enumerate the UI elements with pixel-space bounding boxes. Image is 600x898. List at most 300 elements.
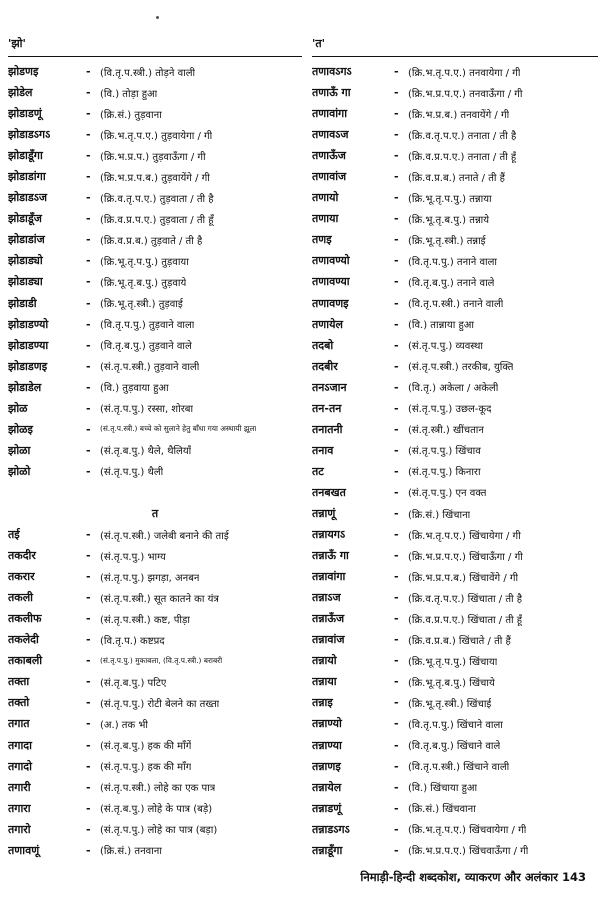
- dictionary-entry: [312, 145, 598, 166]
- entry-headword: तन्नाइ: [312, 696, 333, 710]
- entry-headword: तणावणूं: [8, 843, 40, 857]
- entry-headword: तन-तन: [312, 401, 342, 415]
- entry-dash: -: [394, 717, 399, 731]
- entry-dash: -: [394, 338, 399, 352]
- entry-dash: -: [86, 191, 91, 205]
- entry-headword: तकलीफ: [8, 612, 42, 626]
- entry-definition: (क्रि.भ.प्र.प.ए.) खिंचाऊँगा / गी: [408, 551, 523, 563]
- entry-definition: (अ.) तक भी: [100, 719, 148, 731]
- entry-definition: (वि.तृ.ब.पु.) तनाने वाले: [408, 277, 495, 289]
- entry-headword: तन्नाडऽगऽ: [312, 822, 350, 836]
- entry-definition: (वि.तृ.) अकेला / अकेली: [408, 383, 499, 395]
- entry-headword: झोळ: [8, 401, 28, 415]
- dictionary-entry: [8, 650, 302, 671]
- entry-dash: -: [394, 380, 399, 394]
- dictionary-entry: [8, 692, 302, 713]
- entry-list-t: [8, 524, 302, 861]
- entry-headword: तणावणइ: [312, 296, 349, 310]
- entry-dash: -: [86, 254, 91, 268]
- entry-definition: (क्रि.भ.प्र.प.ब.) खिंचावेंगे / गी: [408, 572, 519, 584]
- entry-dash: -: [86, 170, 91, 184]
- entry-definition: (क्रि.भ.तृ.प.ए.) तुड़वायेगा / गी: [100, 130, 213, 142]
- dictionary-entry: [312, 840, 598, 861]
- entry-dash: -: [86, 591, 91, 605]
- entry-definition: (क्रि.भ.तृ.प.ए.) तनवायेगा / गी: [408, 67, 521, 79]
- dictionary-entry: [312, 356, 598, 377]
- entry-definition: (क्रि.भू.तृ.ब.पु.) खिंचाये: [408, 677, 495, 689]
- entry-definition: (क्रि.भू.तृ.ब.पु.) तन्नाये: [408, 214, 490, 226]
- left-column-heading: 'झो': [8, 37, 26, 50]
- dictionary-entry: [312, 587, 598, 608]
- entry-definition: (क्रि.व.तृ.प.ए.) खिंचाता / ती है: [408, 593, 523, 605]
- dictionary-entry: [8, 82, 302, 103]
- entry-dash: -: [86, 401, 91, 415]
- entry-dash: -: [394, 843, 399, 857]
- entry-definition: (क्रि.सं.) खिंचवाना: [408, 804, 476, 816]
- entry-headword: तणाऊँज: [312, 149, 346, 163]
- dictionary-entry: [8, 777, 302, 798]
- dictionary-entry: [312, 208, 598, 229]
- dictionary-entry: [8, 819, 302, 840]
- dictionary-entry: [8, 713, 302, 734]
- entry-headword: झोडाडणूं: [8, 107, 42, 121]
- entry-headword: तन्नावांज: [312, 633, 345, 647]
- dictionary-entry: [8, 798, 302, 819]
- entry-definition: (वि.तृ.प.स्त्री.) खिंचाने वाली: [408, 762, 510, 774]
- entry-dash: -: [86, 317, 91, 331]
- entry-dash: -: [394, 591, 399, 605]
- entry-headword: तन्नायो: [312, 654, 337, 668]
- entry-headword: तगारो: [8, 822, 31, 836]
- entry-definition: (सं.तृ.प.पु.) किनारा: [408, 467, 481, 479]
- dictionary-entry: [312, 629, 598, 650]
- entry-headword: तकदीर: [8, 549, 36, 563]
- entry-headword: झोडाडी: [8, 296, 37, 310]
- entry-definition: (क्रि.व.प्र.ब.) खिंचाते / ती हैं: [408, 635, 511, 647]
- entry-definition: (वि.तृ.प.पु.) तुड़वाने वाला: [100, 320, 195, 332]
- entry-definition: (क्रि.व.प्र.प.ए.) तनाता / ती हूँ: [408, 151, 517, 163]
- entry-headword: तकाबली: [8, 654, 43, 668]
- entry-headword: तन्नाऊँ गा: [312, 549, 349, 563]
- entry-definition: (वि.तृ.प.स्त्री.) तनाने वाली: [408, 299, 504, 311]
- entry-definition: (क्रि.भू.तृ.प.पु.) खिंचाया: [408, 656, 498, 668]
- entry-definition: (क्रि.भू.तृ.प.पु.) तुड़वाया: [100, 256, 189, 268]
- entry-dash: -: [86, 422, 91, 436]
- entry-headword: तनाव: [312, 443, 334, 457]
- entry-dash: -: [86, 338, 91, 352]
- entry-dash: -: [394, 191, 399, 205]
- dictionary-entry: [8, 61, 302, 82]
- entry-headword: तकली: [8, 591, 34, 605]
- entry-headword: तणइ: [312, 233, 332, 247]
- entry-dash: -: [86, 380, 91, 394]
- entry-headword: तगारा: [8, 801, 31, 815]
- dictionary-entry: [312, 798, 598, 819]
- entry-definition: (सं.तृ.प.स्त्री.) कष्ट, पीड़ा: [100, 614, 190, 626]
- dictionary-entry: [8, 271, 302, 292]
- heading-rule: [8, 56, 302, 57]
- entry-definition: (वि.) तोड़ा हुआ: [100, 88, 158, 100]
- entry-dash: -: [394, 507, 399, 520]
- entry-headword: झोडाडूँगा: [8, 149, 43, 163]
- entry-headword: झोडाडऽगऽ: [8, 128, 51, 142]
- entry-definition: (सं.तृ.प.पु.) लोहे का पात्र (बड़ा): [100, 825, 218, 837]
- entry-dash: -: [394, 65, 399, 79]
- entry-dash: -: [86, 612, 91, 626]
- dictionary-entry: [312, 250, 598, 271]
- dictionary-entry: [312, 271, 598, 292]
- entry-dash: -: [86, 780, 91, 794]
- dictionary-entry: [312, 103, 598, 124]
- entry-dash: -: [394, 317, 399, 331]
- entry-headword: तणाया: [312, 212, 339, 226]
- entry-definition: (क्रि.भू.तृ.ब.पु.) तुड़वाये: [100, 277, 187, 289]
- entry-definition: (वि.) तान्नाया हुआ: [408, 320, 474, 332]
- entry-dash: -: [394, 738, 399, 752]
- dictionary-entry: [8, 187, 302, 208]
- entry-headword: झोडाडण्या: [8, 338, 49, 352]
- dictionary-entry: [312, 756, 598, 777]
- dictionary-entry: [312, 524, 598, 545]
- entry-headword: झोडाडऽज: [8, 191, 48, 205]
- dictionary-entry: [8, 166, 302, 187]
- entry-dash: -: [86, 233, 91, 247]
- entry-headword: तन्नाणइ: [312, 759, 341, 773]
- dictionary-entry: [312, 461, 598, 482]
- entry-headword: तणावण्या: [312, 275, 350, 289]
- entry-definition: (क्रि.भ.प्र.प.ए.) तनवाऊँगा / गी: [408, 88, 523, 100]
- entry-headword: तनातनी: [312, 422, 343, 436]
- dictionary-entry: [312, 671, 598, 692]
- dictionary-entry: [312, 440, 598, 461]
- dictionary-entry: [312, 166, 598, 187]
- entry-dash: -: [394, 780, 399, 794]
- entry-headword: तदबो: [312, 338, 334, 352]
- entry-dash: -: [394, 696, 399, 710]
- entry-definition: (क्रि.व.प्र.ब.) तनाते / ती हैं: [408, 172, 505, 184]
- entry-definition: (सं.तृ.प.पु.) व्यवस्था: [408, 341, 483, 353]
- entry-headword: तन्नाडूँगा: [312, 843, 343, 857]
- entry-definition: (क्रि.भ.प्र.प.ए.) खिंचवाऊँगा / गी: [408, 846, 529, 858]
- entry-dash: -: [86, 738, 91, 752]
- entry-headword: झोडाडणइ: [8, 359, 48, 373]
- entry-definition: (क्रि.भ.तृ.प.ए.) खिंचायेगा / गी: [408, 530, 521, 542]
- dictionary-entry: [8, 314, 302, 335]
- entry-dash: -: [86, 801, 91, 815]
- entry-headword: झोडेल: [8, 86, 33, 100]
- entry-dash: -: [86, 759, 91, 773]
- entry-headword: झोडाडूँज: [8, 212, 42, 226]
- entry-definition: (सं.तृ.ब.पु.) पटिए: [100, 677, 167, 689]
- dictionary-entry: [8, 524, 302, 545]
- entry-definition: (क्रि.भ.प्र.ब.) तनवायेंगे / गी: [408, 109, 510, 121]
- entry-dash: -: [394, 654, 399, 668]
- dictionary-entry: [8, 756, 302, 777]
- dictionary-entry: [312, 61, 598, 82]
- dictionary-entry: [8, 356, 302, 377]
- entry-definition: (क्रि.भू.तृ.स्त्री.) तुड़वाई: [100, 299, 183, 311]
- entry-dash: -: [394, 107, 399, 121]
- entry-dash: -: [394, 275, 399, 289]
- dictionary-entry: [312, 377, 598, 398]
- entry-dash: -: [394, 233, 399, 247]
- entry-definition: (सं.तृ.प.पु.) झगड़ा, अनबन: [100, 572, 200, 584]
- dictionary-entry: [8, 440, 302, 461]
- entry-headword: तगादा: [8, 738, 33, 752]
- entry-dash: -: [394, 759, 399, 773]
- dictionary-entry: [8, 229, 302, 250]
- entry-dash: -: [394, 570, 399, 584]
- entry-definition: (वि.तृ.प.) कष्टप्रद: [100, 635, 165, 647]
- entry-dash: -: [394, 212, 399, 226]
- dictionary-entry: [312, 650, 598, 671]
- dictionary-entry: [312, 124, 598, 145]
- dictionary-entry: [8, 377, 302, 398]
- dictionary-entry: [8, 566, 302, 587]
- entry-dash: -: [394, 128, 399, 142]
- heading-rule: [312, 56, 598, 57]
- dictionary-entry: [312, 608, 598, 629]
- entry-dash: -: [86, 717, 91, 731]
- entry-headword: तन्नायगऽ: [312, 528, 346, 542]
- entry-dash: -: [86, 128, 91, 142]
- entry-definition: (सं.तृ.प.स्त्री.) लोहे का एक पात्र: [100, 783, 216, 795]
- section-heading-t: त: [151, 506, 159, 520]
- dictionary-entry: [312, 398, 598, 419]
- entry-definition: (क्रि.भ.प्र.प.) तुड़वाऊँगा / गी: [100, 151, 206, 163]
- dictionary-entry: [312, 545, 598, 566]
- entry-headword: तट: [312, 464, 324, 478]
- dictionary-entry: [312, 229, 598, 250]
- dictionary-entry: [8, 629, 302, 650]
- dictionary-entry: [312, 777, 598, 798]
- entry-headword: तणावऽज: [312, 128, 349, 142]
- entry-headword: तणावांज: [312, 170, 347, 184]
- dictionary-entry: [8, 461, 302, 482]
- dictionary-entry: [312, 692, 598, 713]
- dictionary-entry: [8, 398, 302, 419]
- entry-dash: -: [86, 107, 91, 121]
- entry-dash: -: [394, 170, 399, 184]
- entry-dash: -: [394, 675, 399, 689]
- entry-definition: (क्रि.व.प्र.प.ए.) खिंचाता / ती हूँ: [408, 614, 523, 626]
- entry-dash: -: [86, 149, 91, 163]
- entry-dash: -: [394, 633, 399, 647]
- entry-headword: तन्नाण्यो: [312, 717, 342, 731]
- entry-definition: (क्रि.भू.तृ.प.पु.) तन्नाया: [408, 193, 492, 205]
- entry-dash: -: [394, 549, 399, 563]
- entry-headword: तक्ता: [8, 675, 30, 689]
- entry-definition: (सं.तृ.ब.पु.) लोहे के पात्र (बड़े): [100, 804, 213, 816]
- entry-headword: झोडाडांगा: [8, 170, 46, 184]
- entry-definition: (वि.तृ.प.पु.) तनाने वाला: [408, 256, 497, 268]
- spacer: [8, 482, 302, 503]
- entry-list-t-continued: [312, 61, 598, 861]
- entry-definition: (वि.तृ.ब.पु.) खिंचाने वाले: [408, 741, 501, 753]
- dictionary-entry: [8, 145, 302, 166]
- ink-speck: [156, 16, 159, 19]
- entry-definition: (वि.) तुड़वाया हुआ: [100, 383, 169, 395]
- entry-definition: (सं.तृ.प.पु.) थैली: [100, 467, 164, 479]
- dictionary-entry: [312, 187, 598, 208]
- dictionary-entry: [312, 566, 598, 587]
- entry-definition: (सं.तृ.प.पु.) मुकाबला, (वि.तृ.प.स्त्री.) बराबरी: [100, 655, 223, 665]
- entry-definition: (क्रि.सं.) खिंचाना: [408, 509, 471, 521]
- entry-definition: (क्रि.सं.) तनवाना: [100, 846, 162, 858]
- entry-definition: (क्रि.व.प्र.ब.) तुड़वाते / ती है: [100, 235, 203, 247]
- dictionary-entry: [8, 335, 302, 356]
- entry-headword: झोडाडण्यो: [8, 317, 49, 331]
- entry-definition: (क्रि.सं.) तुड़वाना: [100, 109, 162, 121]
- entry-dash: -: [394, 254, 399, 268]
- entry-definition: (सं.तृ.प.स्त्री.) बच्चे को सुलाने हेतु बाँधा गया अस्थायी झूला: [100, 424, 257, 434]
- dictionary-entry: [8, 103, 302, 124]
- dictionary-entry: [312, 819, 598, 840]
- entry-definition: (क्रि.भ.प्र.प.ब.) तुड़वायेंगे / गी: [100, 172, 210, 184]
- entry-definition: (क्रि.व.तृ.प.ए.) तनाता / ती है: [408, 130, 517, 142]
- entry-headword: झोळा: [8, 443, 31, 457]
- entry-headword: झोळो: [8, 464, 31, 478]
- dictionary-entry: [8, 608, 302, 629]
- entry-definition: (वि.तृ.प.पु.) खिंचाने वाला: [408, 719, 503, 731]
- entry-definition: (सं.तृ.ब.पु.) थैले, थैलियाँ: [100, 446, 192, 458]
- dictionary-entry: [312, 735, 598, 756]
- entry-headword: तगादो: [8, 759, 33, 773]
- entry-list-jho: [8, 61, 302, 482]
- entry-headword: तकलेदी: [8, 633, 39, 647]
- entry-headword: झोळइ: [8, 422, 33, 436]
- entry-dash: -: [86, 675, 91, 689]
- entry-dash: -: [394, 401, 399, 415]
- entry-headword: तणावांगा: [312, 107, 348, 121]
- entry-headword: तणाऊँ गा: [312, 86, 351, 100]
- entry-headword: तदबीर: [312, 359, 338, 373]
- dictionary-entry: [312, 82, 598, 103]
- entry-headword: तकरार: [8, 570, 35, 584]
- entry-headword: तणायो: [312, 191, 339, 205]
- dictionary-entry: [8, 545, 302, 566]
- entry-definition: (क्रि.भू.तृ.स्त्री.) खिंचाई: [408, 698, 492, 710]
- entry-definition: (क्रि.भू.तृ.स्त्री.) तन्नाई: [408, 235, 486, 247]
- entry-dash: -: [86, 65, 91, 79]
- entry-headword: तन्नाया: [312, 675, 337, 689]
- dictionary-entry: [8, 840, 302, 861]
- entry-dash: -: [86, 212, 91, 226]
- entry-headword: तगारी: [8, 780, 31, 794]
- dictionary-entry: [312, 713, 598, 734]
- dictionary-entry: [8, 250, 302, 271]
- entry-definition: (सं.तृ.प.पु.) हक की माँग: [100, 762, 192, 774]
- entry-definition: (सं.तृ.प.स्त्री.) तरकीब, युक्ति: [408, 362, 514, 374]
- dictionary-entry: [312, 293, 598, 314]
- right-column: [312, 36, 598, 861]
- entry-dash: -: [86, 275, 91, 289]
- entry-headword: झोडाडेल: [8, 380, 42, 394]
- dictionary-entry: [312, 419, 598, 440]
- entry-dash: -: [86, 443, 91, 457]
- entry-definition: (क्रि.भ.तृ.प.ए.) खिंचवायेगा / गी: [408, 825, 527, 837]
- dictionary-entry: [8, 124, 302, 145]
- entry-headword: झोडाड्या: [8, 275, 43, 289]
- entry-headword: तन्नावांगा: [312, 570, 346, 584]
- entry-headword: तगात: [8, 717, 30, 731]
- dictionary-entry: [8, 735, 302, 756]
- entry-dash: -: [86, 633, 91, 647]
- entry-dash: -: [86, 528, 91, 542]
- entry-dash: -: [394, 359, 399, 373]
- entry-headword: झोडाडांज: [8, 233, 45, 247]
- entry-dash: -: [394, 612, 399, 626]
- left-column: [8, 36, 302, 861]
- entry-dash: -: [394, 822, 399, 836]
- page-footer: निमाड़ी-हिन्दी शब्दकोश, व्याकरण और अलंकार 143: [360, 870, 586, 884]
- entry-definition: (सं.तृ.प.स्त्री.) सूत कातने का यंत्र: [100, 593, 219, 605]
- entry-dash: -: [86, 359, 91, 373]
- entry-dash: -: [86, 696, 91, 710]
- dictionary-entry: [312, 482, 598, 503]
- entry-dash: -: [86, 86, 91, 100]
- entry-dash: -: [86, 822, 91, 836]
- entry-dash: -: [394, 528, 399, 542]
- entry-headword: तन्नाण्या: [312, 738, 342, 752]
- entry-headword: तक्तो: [8, 696, 30, 710]
- dictionary-entry: [312, 335, 598, 356]
- entry-dash: -: [86, 464, 91, 478]
- entry-dash: -: [394, 149, 399, 163]
- entry-headword: तन्नाऽज: [312, 591, 341, 605]
- entry-headword: तन्नाऊँज: [312, 612, 345, 626]
- entry-definition: (वि.) खिंचाया हुआ: [408, 783, 478, 795]
- entry-dash: -: [394, 443, 399, 457]
- dictionary-entry: [312, 314, 598, 335]
- dictionary-entry: [8, 208, 302, 229]
- entry-headword: तई: [8, 528, 20, 542]
- entry-definition: (सं.तृ.प.पु.) खिंचाव: [408, 446, 481, 458]
- dictionary-entry: [8, 419, 302, 440]
- entry-headword: तन्नाणूं: [312, 507, 336, 520]
- entry-definition: (सं.तृ.प.पु.) उछल-कूद: [408, 404, 492, 416]
- entry-dash: -: [394, 485, 399, 499]
- entry-dash: -: [394, 86, 399, 100]
- dictionary-entry: [312, 503, 598, 524]
- entry-definition: (क्रि.व.प्र.प.ए.) तुड़वाता / ती हूँ: [100, 214, 214, 226]
- entry-headword: तन्नायेल: [312, 780, 342, 794]
- entry-headword: तनबखत: [312, 485, 346, 499]
- entry-headword: झोडणइ: [8, 65, 39, 79]
- right-column-heading: 'त': [312, 37, 326, 50]
- entry-dash: -: [86, 843, 91, 857]
- entry-dash: -: [86, 654, 91, 668]
- entry-definition: (सं.तृ.प.पु.) रोटी बेलने का तख्ता: [100, 698, 220, 710]
- entry-headword: तन्नाडणूं: [312, 801, 342, 815]
- entry-definition: (सं.तृ.स्त्री.) खींचतान: [408, 425, 484, 437]
- dictionary-entry: [8, 671, 302, 692]
- entry-definition: (सं.तृ.प.पु.) एन वक्त: [408, 488, 487, 500]
- dictionary-entry: [8, 293, 302, 314]
- dictionary-entry: [8, 587, 302, 608]
- entry-dash: -: [394, 801, 399, 815]
- entry-dash: -: [394, 296, 399, 310]
- entry-dash: -: [394, 422, 399, 436]
- entry-definition: (क्रि.व.तृ.प.ए.) तुड़वाता / ती है: [100, 193, 214, 205]
- entry-definition: (सं.तृ.प.पु.) भाग्य: [100, 551, 166, 563]
- entry-dash: -: [86, 549, 91, 563]
- entry-headword: तनऽजान: [312, 380, 347, 394]
- entry-definition: (वि.तृ.प.स्त्री.) तोड़ने वाली: [100, 67, 196, 79]
- entry-definition: (वि.तृ.ब.पु.) तुड़वाने वाले: [100, 341, 192, 353]
- entry-definition: (सं.तृ.प.पु.) रस्सा, शोरबा: [100, 404, 194, 416]
- entry-dash: -: [86, 296, 91, 310]
